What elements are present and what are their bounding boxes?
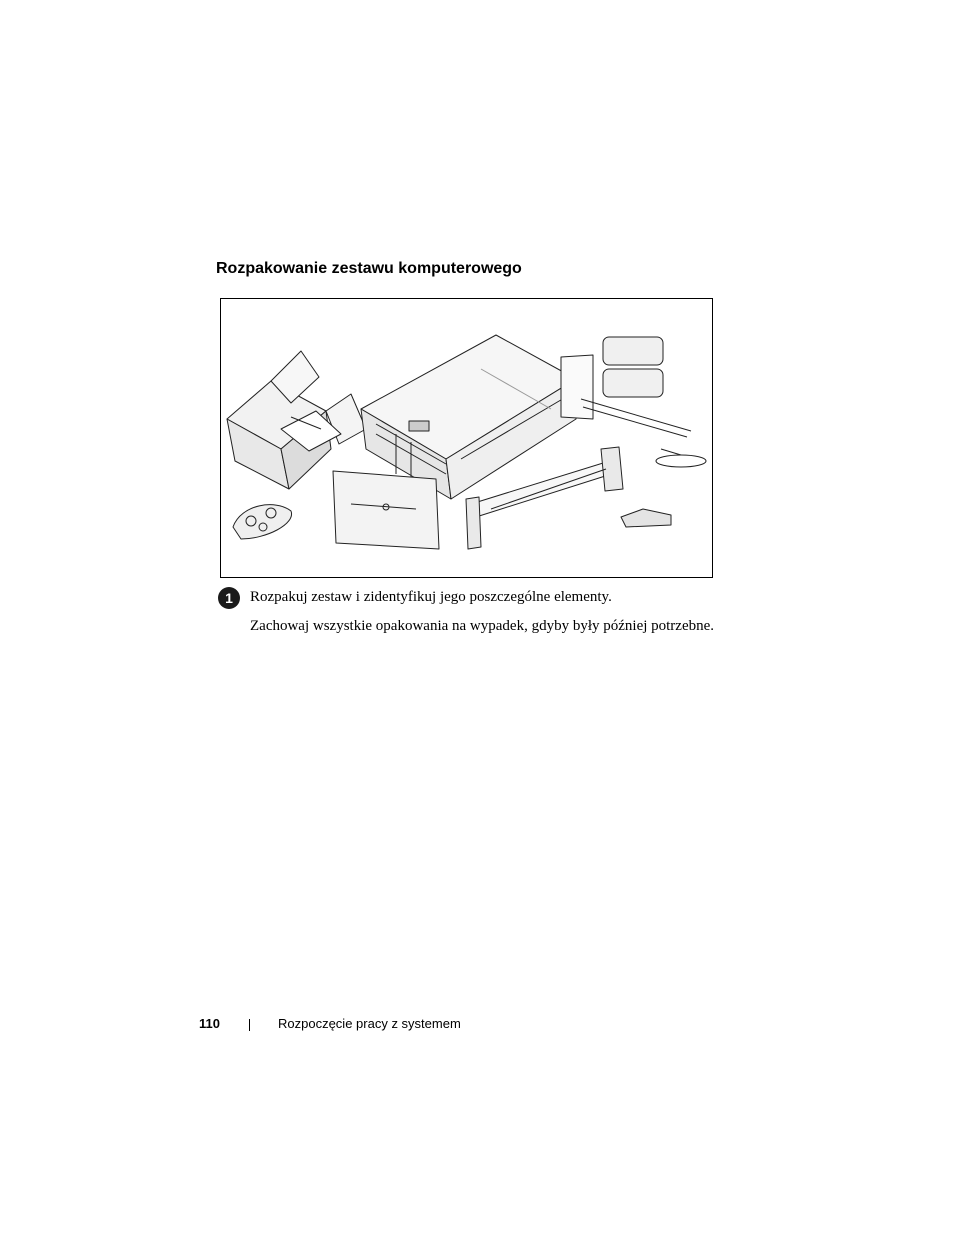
page-number: 110: [199, 1016, 220, 1031]
cable-tie-drawing: [656, 449, 706, 467]
step-instruction: Rozpakuj zestaw i zidentyfikuj jego poszczególne elementy.: [250, 589, 612, 605]
cable-management-arm-drawing: [561, 337, 691, 437]
chapter-title: Rozpoczęcie pracy z systemem: [278, 1016, 461, 1031]
status-indicator-bracket-drawing: [621, 509, 671, 527]
bezel-key-part-drawing: [233, 505, 292, 539]
step-number-badge: 1: [218, 587, 240, 609]
section-heading: Rozpakowanie zestawu komputerowego: [216, 260, 522, 277]
front-bezel-drawing: [333, 471, 439, 549]
server-chassis-drawing: [361, 335, 576, 499]
packaging-box-drawing: [227, 351, 366, 489]
unpacking-illustration: [220, 298, 713, 578]
footer-divider: [249, 1019, 250, 1031]
step-note: Zachowaj wszystkie opakowania na wypadek, gdyby były później potrzebne.: [250, 618, 715, 634]
